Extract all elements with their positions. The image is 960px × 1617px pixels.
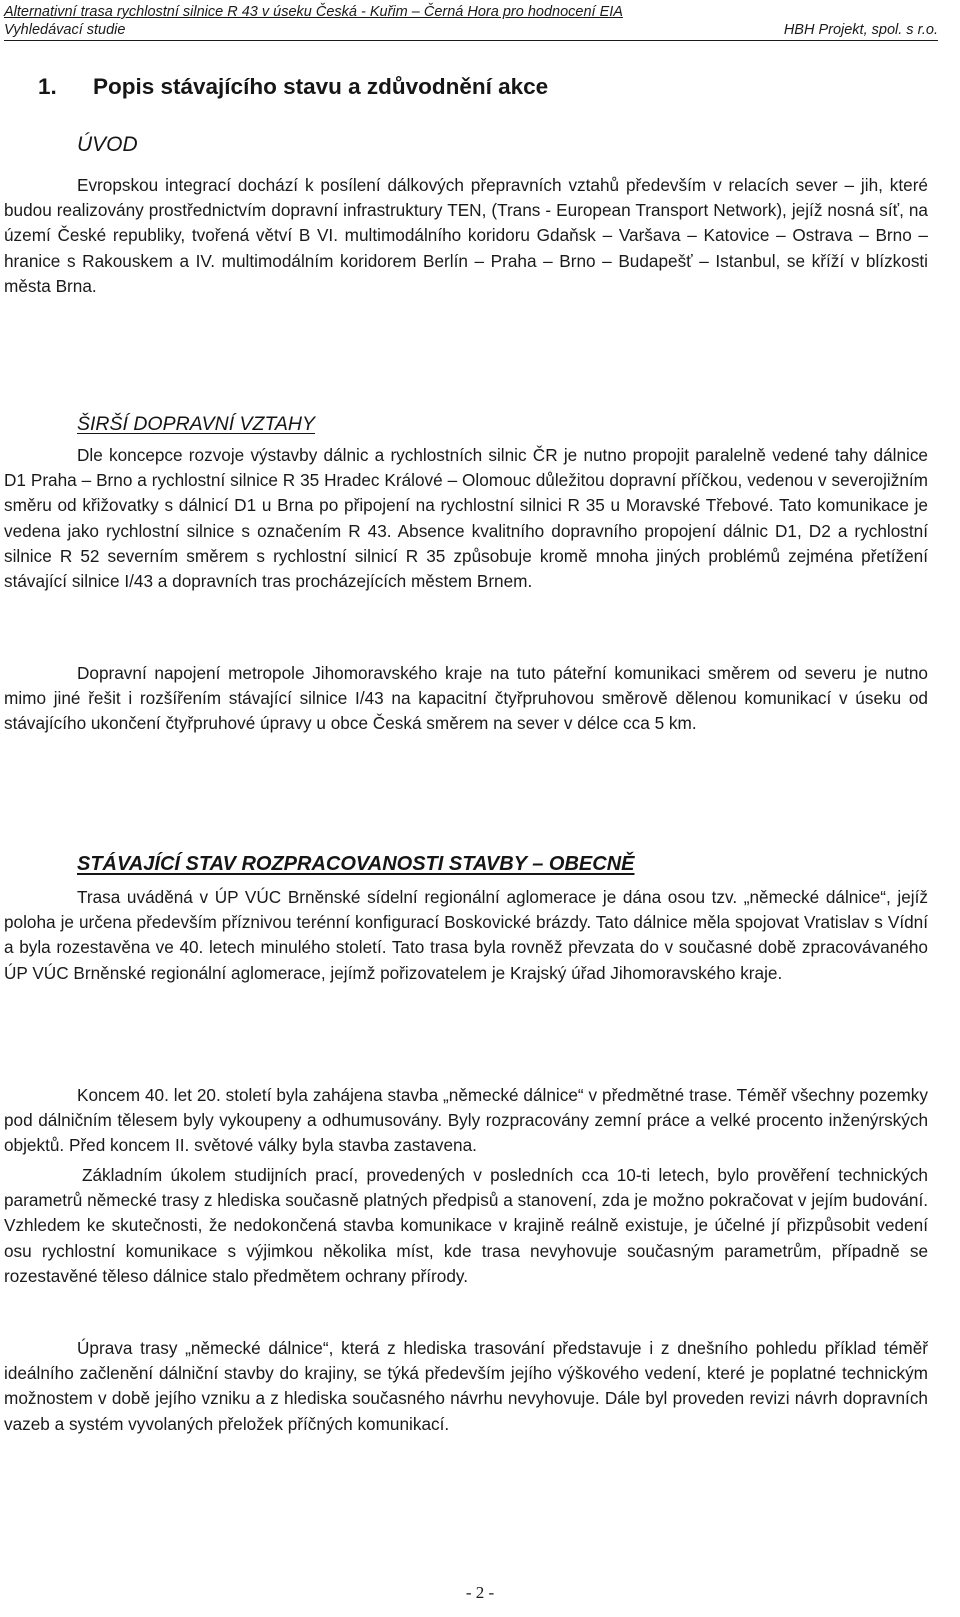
chapter-number: 1. [38,74,57,99]
paragraph-stav-4: Úprava trasy „německé dálnice“, která z hlediska trasování představuje i z dnešního pohledu příklad téměř ideálního začlenění dálniční stavby do krajiny, se týká především jejího výškového vedení, které je poplatné technickým možnostem v době jejího vzniku a z hlediska současného návrhu nevyhovuje. Dále byl proveden revizi návrh dopravních vazeb a systém vyvolaných přeložek příčných komunikací. [4,1338,928,1434]
paragraph-sirsi-1: Dle koncepce rozvoje výstavby dálnic a rychlostních silnic ČR je nutno propojit paralelně vedené tahy dálnice D1 Praha – Brno a rychlostní silnice R 35 Hradec Králové – Olomouc důležitou dopravní příčkou, vedenou v severojižním směru od křižovatky s dálnicí D1 u Brna po připojení na rychlostní silnici R 35 u Moravské Třebové. Tato komunikace je vedena jako rychlostní silnice s označením R 43. Absence kvalitního dopravního propojení dálnic D1, D2 a rychlostní silnice R 52 severním směrem s rychlostní silnicí R 35 způsobuje kromě mnoha jiných problémů zejména přetížení stávající silnice I/43 a dopravních tras procházejících městem Brnem. [4,445,928,592]
header-company: HBH Projekt, spol. s r.o. [783,22,938,38]
section-heading-stavajici-stav: STÁVAJÍCÍ STAV ROZPRACOVANOSTI STAVBY – OBECNĚ [77,853,635,875]
chapter-heading [38,74,548,100]
paragraph-stav-3: Základním úkolem studijních prací, provedených v posledních cca 10-ti letech, bylo prověření technických parametrů německé trasy z hlediska současně platných předpisů a stanovení, zda je možno pokračovat v jejím budování. Vzhledem ke skutečnosti, že nedokončená stavba komunikace v krajině reálně existuje, je účelné jí přizpůsobit vedení osu rychlostní komunikace s výjimkou několika míst, kde trasa nevyhovuje současným parametrům, případně se rozestavěné těleso dálnice stalo předmětem ochrany přírody. [4,1165,928,1286]
paragraph-stav-2: Koncem 40. let 20. století byla zahájena stavba „německé dálnice“ v předmětné trase. Téměř všechny pozemky pod dálničním tělesem byly vykoupeny a odhumusovány. Byly rozpracovány zemní práce a velké procento inženýrských objektů. Před koncem II. světové války byla stavba zastavena. [4,1085,928,1156]
paragraph-sirsi-2: Dopravní napojení metropole Jihomoravského kraje na tuto páteřní komunikaci směrem od severu je nutno mimo jiné řešit i rozšířením stávající silnice I/43 na kapacitní čtyřpruhovou směrově dělenou komunikací v úseku od stávajícího ukončení čtyřpruhové úpravy u obce Česká směrem na sever v délce cca 5 km. [4,663,928,734]
chapter-title: Popis stávajícího stavu a zdůvodnění akce [93,74,549,99]
header-study-type: Vyhledávací studie [4,22,126,38]
section-heading-uvod: ÚVOD [77,133,138,156]
paragraph-stav-1: Trasa uváděná v ÚP VÚC Brněnské sídelní regionální aglomerace je dána osou tzv. „německé dálnice“, jejíž poloha je určena především příznivou terénní konfigurací Boskovické brázdy. Tato dálnice měla spojovat Vratislav s Vídní a byla rozestavěna ve 40. letech minulého století. Tato trasa byla rovněž převzata do v současné době zpracovávaného ÚP VÚC Brněnské regionální aglomerace, jejímž pořizovatelem je Krajský úřad Jihomoravského kraje. [4,887,928,983]
document-header-title: Alternativní trasa rychlostní silnice R 43 v úseku Česká - Kuřim – Černá Hora pro hodnocení EIA [4,4,623,20]
header-divider [4,40,938,41]
section-heading-sirsi-vztahy: ŠIRŠÍ DOPRAVNÍ VZTAHY [77,413,316,435]
paragraph-uvod: Evropskou integrací dochází k posílení dálkových přepravních vztahů především v relacích sever – jih, které budou realizovány prostřednictvím dopravní infrastruktury TEN, (Trans - European Transport Network), jejíž nosná síť, na území České republiky, tvořená větví B VI. multimodálního koridoru Gdaňsk – Varšava – Katovice – Ostrava – Brno – hranice s Rakouskem a IV. multimodálním koridorem Berlín – Praha – Brno – Budapešť – Istanbul, se kříží v blízkosti města Brna. [4,175,928,296]
page-number: - 2 - [465,1583,495,1602]
document-header-row [4,22,938,39]
